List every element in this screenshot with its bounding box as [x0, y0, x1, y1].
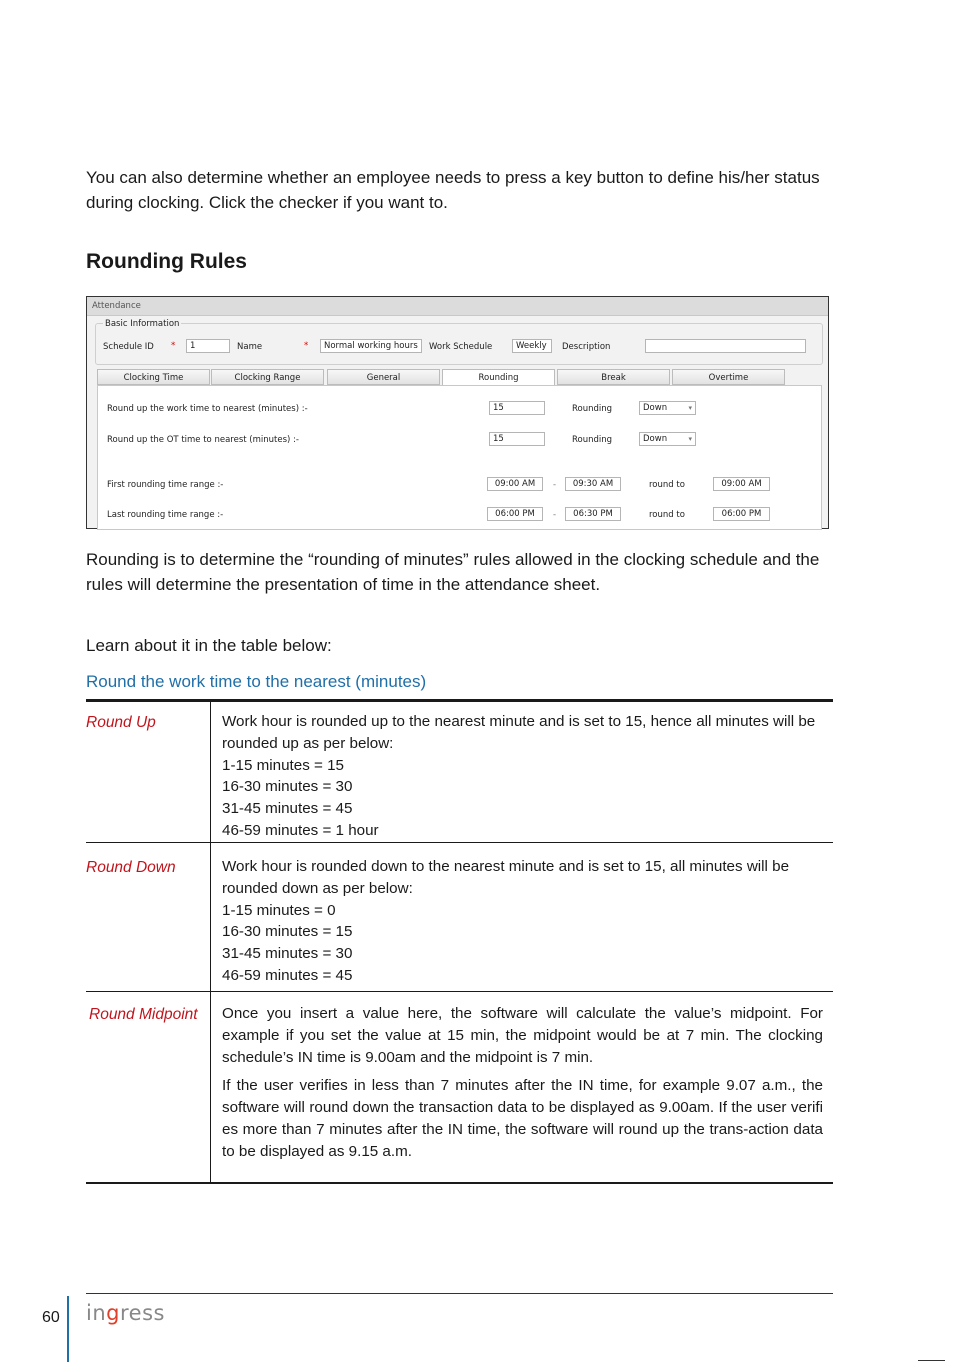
round-up-line: 1-15 minutes = 15 [222, 756, 344, 774]
schedule-id-label: Schedule ID [103, 342, 154, 352]
last-range-label: Last rounding time range :- [107, 510, 224, 520]
description-label: Description [562, 342, 611, 352]
rounding-description: Rounding is to determine the “rounding of minutes” rules allowed in the clocking schedule and the rules will determine the presentation of time in the attendance sheet. [86, 550, 820, 594]
learn-text: Learn about it in the table below: [86, 636, 332, 655]
first-round-to-input[interactable]: 09:00 AM [713, 477, 770, 491]
round-down-desc: Work hour is rounded down to the nearest minute and is set to 15, all minutes will be rounded down as per below: [222, 858, 790, 897]
window-title: Attendance [92, 301, 141, 311]
round-midpoint-title: Round Midpoint [86, 992, 211, 1182]
required-mark: * [171, 341, 176, 351]
table-heading: Round the work time to the nearest (minutes) [86, 672, 427, 691]
last-to-input[interactable]: 06:30 PM [565, 507, 621, 521]
tab-break[interactable]: Break [557, 369, 670, 385]
round-up-line: 46-59 minutes = 1 hour [222, 821, 379, 839]
last-from-input[interactable]: 06:00 PM [487, 507, 543, 521]
round-down-line: 1-15 minutes = 0 [222, 901, 336, 919]
first-range-label: First rounding time range :- [107, 480, 224, 490]
round-down-cell [211, 843, 833, 991]
tab-general[interactable]: General [327, 369, 440, 385]
round-down-line: 16-30 minutes = 15 [222, 923, 353, 941]
ot-time-label: Round up the OT time to nearest (minutes) :- [107, 435, 299, 445]
window-titlebar [87, 297, 828, 316]
tab-rounding[interactable]: Rounding [442, 369, 555, 386]
logo-accent-letter: g [106, 1301, 120, 1325]
round-up-line: 16-30 minutes = 30 [222, 778, 353, 796]
tab-overtime[interactable]: Overtime [672, 369, 785, 385]
round-down-line: 31-45 minutes = 30 [222, 945, 353, 963]
rounding-label: Rounding [572, 435, 613, 445]
work-schedule-label: Work Schedule [429, 342, 493, 352]
round-up-title: Round Up [86, 702, 211, 842]
tab-clocking-time[interactable]: Clocking Time [97, 369, 210, 385]
round-midpoint-cell [211, 992, 833, 1182]
round-midpoint-para2: If the user verifies in less than 7 minutes after the IN time, for example 9.07 a.m., the software will round down the transaction data to be displayed as 9.00am. If the user verifi es more than 7 minutes after the IN time, the software will round up the trans-action data to be displayed as 9.15 a.m. [222, 1077, 823, 1160]
ingress-logo [86, 1301, 165, 1325]
rounding-work-select[interactable]: Down ▾ [639, 401, 696, 415]
name-input[interactable]: Normal working hours [320, 339, 422, 353]
name-label: Name [237, 342, 263, 352]
first-from-input[interactable]: 09:00 AM [487, 477, 543, 491]
work-time-input[interactable]: 15 [489, 401, 545, 415]
round-up-desc: Work hour is rounded up to the nearest minute and is set to 15, hence all minutes will be rounded up as per below: [222, 713, 816, 752]
footer-divider [86, 1293, 833, 1294]
range-dash: - [553, 480, 557, 490]
table-row [86, 992, 833, 1182]
table-row [86, 843, 833, 992]
description-input[interactable] [645, 339, 806, 353]
page-number: 60 [42, 1309, 60, 1326]
tab-clocking-range[interactable]: Clocking Range [211, 369, 324, 385]
rounding-ot-select[interactable]: Down ▾ [639, 432, 696, 446]
section-heading: Rounding Rules [86, 250, 247, 273]
logo-text: in [86, 1301, 107, 1325]
required-mark: * [304, 341, 309, 351]
table-row [86, 702, 833, 843]
logo-text: ress [120, 1301, 165, 1325]
round-midpoint-para1: Once you insert a value here, the software will calculate the value’s midpoint. For example if you set the value at 15 min, the midpoint would be at 7 min. The clocking schedule’s IN time is 9.00am and the midpoint is 7 min. [222, 1005, 823, 1066]
round-to-label: round to [649, 510, 685, 520]
round-down-title: Round Down [86, 843, 211, 991]
work-schedule-select[interactable]: Weekly [512, 339, 552, 353]
round-to-label: round to [649, 480, 685, 490]
rounding-label: Rounding [572, 404, 613, 414]
intro-text: You can also determine whether an employee needs to press a key button to define his/her status during clocking. Click the checker if you want to. [86, 168, 820, 212]
footer-accent-bar [67, 1296, 69, 1362]
ot-time-input[interactable]: 15 [489, 432, 545, 446]
corner-mark [918, 1360, 945, 1361]
last-round-to-input[interactable]: 06:00 PM [713, 507, 770, 521]
attendance-screenshot [86, 296, 829, 529]
first-to-input[interactable]: 09:30 AM [565, 477, 621, 491]
rounding-table [86, 699, 833, 1184]
schedule-id-input[interactable]: 1 [186, 339, 230, 353]
basic-info-legend: Basic Information [105, 319, 180, 329]
round-up-cell [211, 702, 833, 842]
range-dash: - [553, 510, 557, 520]
work-time-label: Round up the work time to nearest (minutes) :- [107, 404, 308, 414]
round-up-line: 31-45 minutes = 45 [222, 800, 353, 818]
round-down-line: 46-59 minutes = 45 [222, 966, 353, 984]
